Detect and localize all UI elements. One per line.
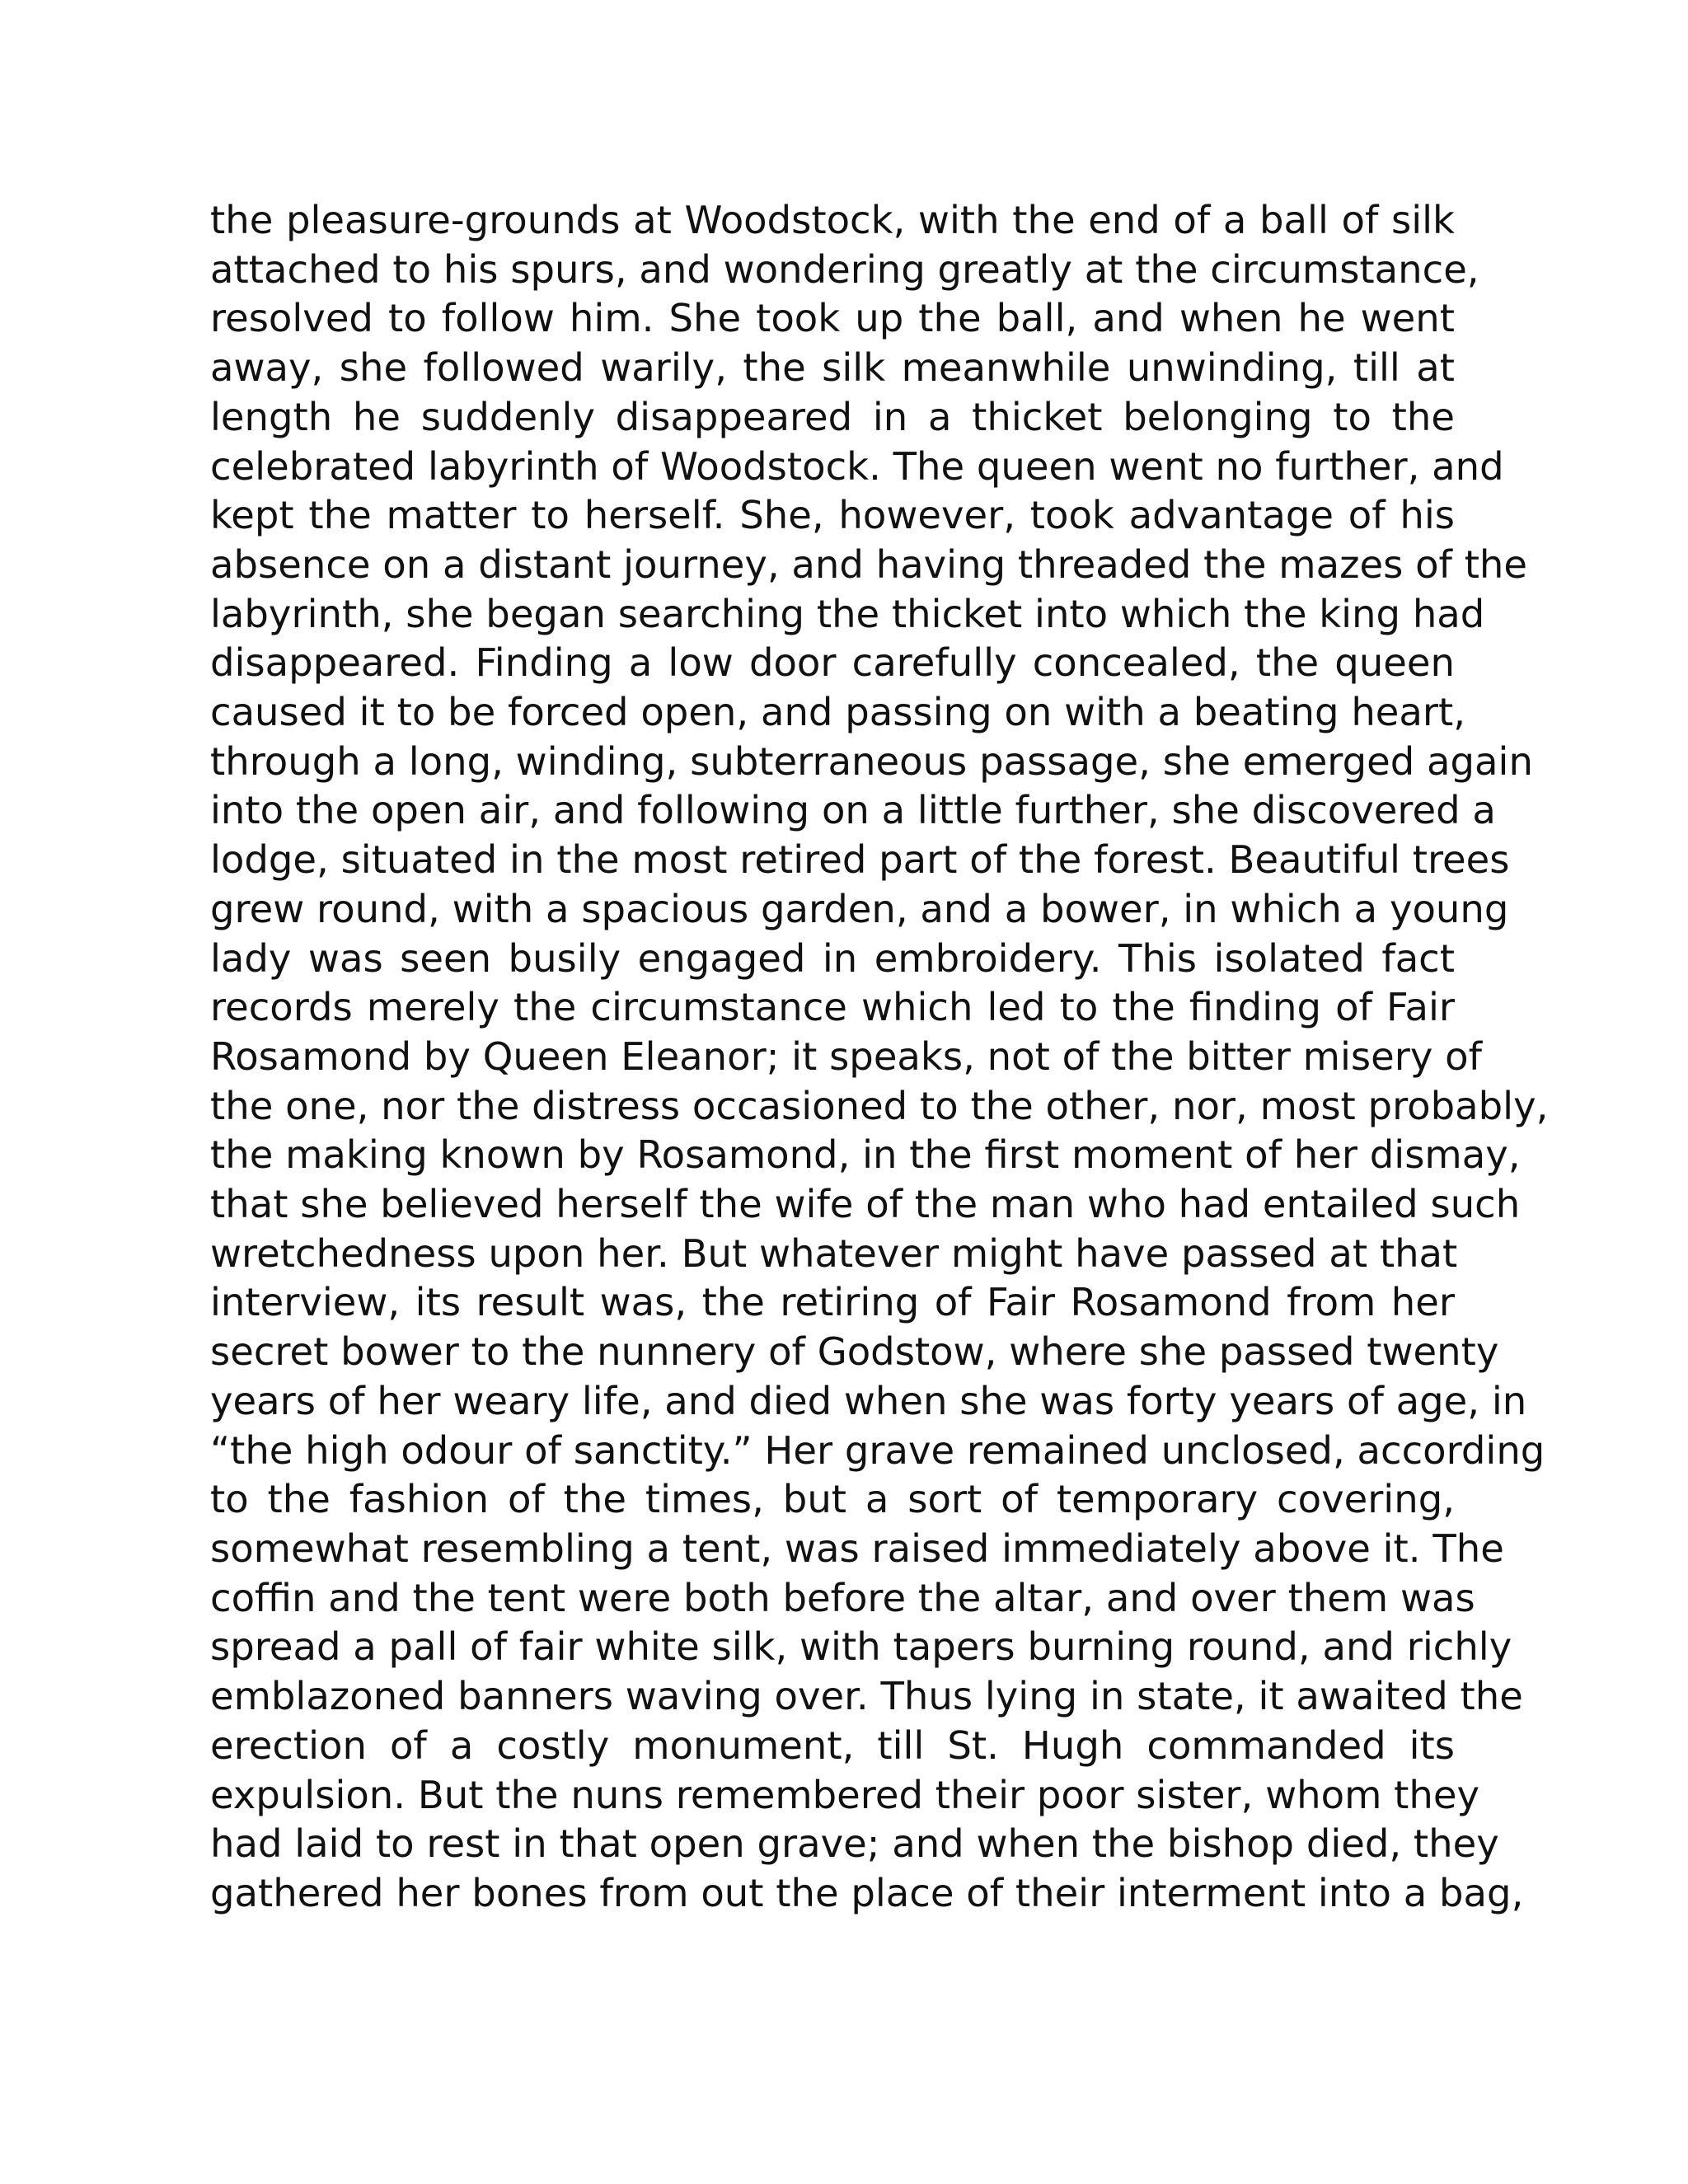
text-line: expulsion. But the nuns remembered their poor sister, whom they: [210, 1772, 1479, 1817]
text-line: lady was seen busily engaged in embroidery. This isolated fact: [210, 935, 1455, 981]
text-line: wretchedness upon her. But whatever might have passed at that: [210, 1230, 1458, 1276]
text-line: coffin and the tent were both before the altar, and over them was: [210, 1575, 1475, 1620]
text-line: labyrinth, she began searching the thicket into which the king had: [210, 591, 1485, 636]
text-line: the one, nor the distress occasioned to the other, nor, most probably,: [210, 1083, 1549, 1128]
text-line: into the open air, and following on a little further, she discovered a: [210, 788, 1496, 833]
text-line: had laid to rest in that open grave; and when the bishop died, they: [210, 1821, 1499, 1867]
text-line: lodge, situated in the most retired part of the forest. Beautiful trees: [210, 837, 1510, 883]
text-line: resolved to follow him. She took up the ball, and when he went: [210, 296, 1455, 341]
text-line: interview, its result was, the retiring of Fair Rosamond from her: [210, 1280, 1455, 1325]
text-line: emblazoned banners waving over. Thus lying in state, it awaited the: [210, 1674, 1523, 1719]
text-line: grew round, with a spacious garden, and a bower, in which a young: [210, 886, 1509, 931]
text-line: attached to his spurs, and wondering greatly at the circumstance,: [210, 246, 1479, 292]
text-line: the pleasure-grounds at Woodstock, with the end of a ball of silk: [210, 198, 1455, 242]
text-line: Rosamond by Queen Eleanor; it speaks, not of the bitter misery of: [210, 1033, 1482, 1079]
text-line: caused it to be forced open, and passing on with a beating heart,: [210, 690, 1466, 735]
text-line: kept the matter to herself. She, however, took advantage of his: [210, 493, 1455, 538]
text-line: years of her weary life, and died when she was forty years of age, in: [210, 1378, 1527, 1423]
text-line: celebrated labyrinth of Woodstock. The queen went no further, and: [210, 443, 1504, 489]
text-line: gathered her bones from out the place of their interment into a bag,: [210, 1870, 1524, 1915]
text-line: absence on a distant journey, and having threaded the mazes of the: [210, 541, 1528, 587]
text-line: through a long, winding, subterraneous passage, she emerged again: [210, 738, 1533, 784]
text-line: disappeared. Finding a low door carefully concealed, the queen: [210, 640, 1455, 686]
text-line: somewhat resembling a tent, was raised immediately above it. The: [210, 1526, 1504, 1571]
text-line: spread a pall of fair white silk, with tapers burning round, and richly: [210, 1624, 1512, 1670]
text-line: erection of a costly monument, till St. Hugh commanded its: [210, 1722, 1455, 1768]
text-line: to the fashion of the times, but a sort of temporary covering,: [210, 1477, 1455, 1522]
text-line: the making known by Rosamond, in the first moment of her dismay,: [210, 1132, 1521, 1178]
text-line: “the high odour of sanctity.” Her grave remained unclosed, according: [210, 1427, 1545, 1473]
text-line: that she believed herself the wife of the man who had entailed such: [210, 1182, 1521, 1227]
text-line: away, she followed warily, the silk meanwhile unwinding, till at: [210, 345, 1455, 391]
text-line: length he suddenly disappeared in a thicket belonging to the: [210, 394, 1455, 439]
text-line: records merely the circumstance which led to the finding of Fair: [210, 985, 1455, 1030]
text-line: secret bower to the nunnery of Godstow, where she passed twenty: [210, 1329, 1499, 1375]
body-paragraph: [210, 196, 1549, 1919]
